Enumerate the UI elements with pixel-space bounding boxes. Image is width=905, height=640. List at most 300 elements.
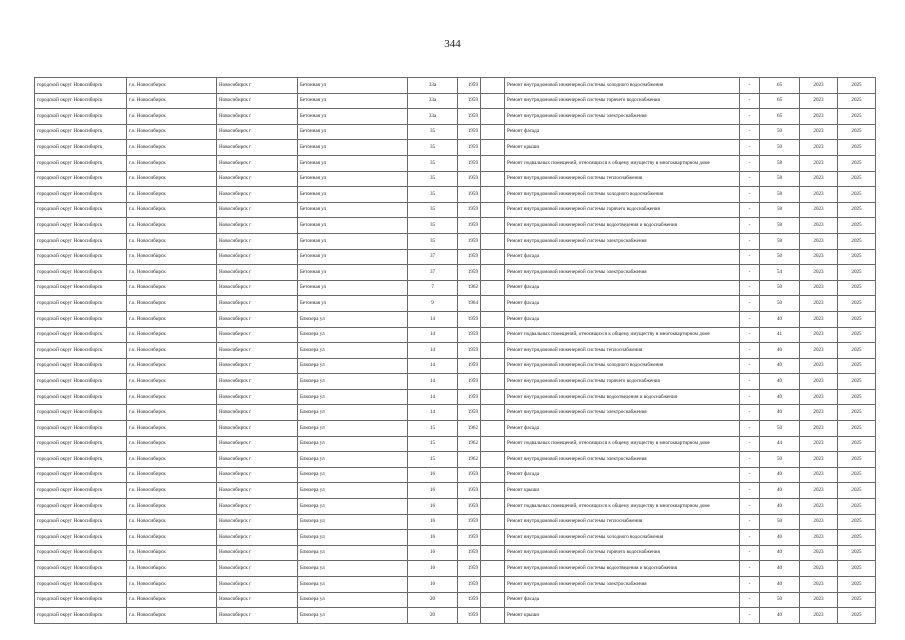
work-type-cell: Ремонт внутридомовой инженерной системы электроснабжения <box>505 109 740 125</box>
build-year-cell: 1959 <box>458 561 481 577</box>
city-cell: Новосибирск г <box>217 421 298 437</box>
house-number-cell: 35 <box>408 233 458 249</box>
district-cell: городской округ Новосибирск <box>35 343 127 359</box>
municipality-cell: г.о. Новосибирск <box>127 265 217 281</box>
end-year-cell: 2025 <box>838 483 876 499</box>
start-year-cell: 2023 <box>800 78 838 94</box>
house-number-cell: 35 <box>408 124 458 140</box>
start-year-cell: 2023 <box>800 124 838 140</box>
work-type-cell: Ремонт фасада <box>505 592 740 608</box>
value-cell: 40 <box>760 545 800 561</box>
start-year-cell: 2023 <box>800 140 838 156</box>
table-row <box>35 327 876 343</box>
house-number-cell: 14 <box>408 405 458 421</box>
value-cell: 65 <box>760 109 800 125</box>
municipality-cell: г.о. Новосибирск <box>127 93 217 109</box>
city-cell: Новосибирск г <box>217 296 298 312</box>
empty-cell <box>481 233 505 249</box>
district-cell: городской округ Новосибирск <box>35 187 127 203</box>
district-cell: городской округ Новосибирск <box>35 265 127 281</box>
city-cell: Новосибирск г <box>217 155 298 171</box>
build-year-cell: 1959 <box>458 358 481 374</box>
work-type-cell: Ремонт внутридомовой инженерной системы холодного водоснабжения <box>505 530 740 546</box>
start-year-cell: 2023 <box>800 311 838 327</box>
build-year-cell: 1959 <box>458 374 481 390</box>
value-cell: 50 <box>760 514 800 530</box>
end-year-cell: 2025 <box>838 545 876 561</box>
district-cell: городской округ Новосибирск <box>35 577 127 593</box>
build-year-cell: 1959 <box>458 140 481 156</box>
house-number-cell: 35 <box>408 202 458 218</box>
table-row <box>35 78 876 94</box>
start-year-cell: 2023 <box>800 436 838 452</box>
city-cell: Новосибирск г <box>217 514 298 530</box>
empty-cell <box>481 296 505 312</box>
empty-cell <box>481 483 505 499</box>
city-cell: Новосибирск г <box>217 265 298 281</box>
build-year-cell: 1959 <box>458 389 481 405</box>
build-year-cell: 1959 <box>458 608 481 624</box>
value-cell: 44 <box>760 436 800 452</box>
value-cell: 58 <box>760 171 800 187</box>
district-cell: городской округ Новосибирск <box>35 452 127 468</box>
street-cell: Блюхера ул <box>298 374 408 390</box>
municipality-cell: г.о. Новосибирск <box>127 343 217 359</box>
cost-cell: - <box>740 109 760 125</box>
cost-cell: - <box>740 93 760 109</box>
street-cell: Бетонная ул <box>298 280 408 296</box>
street-cell: Блюхера ул <box>298 327 408 343</box>
district-cell: городской округ Новосибирск <box>35 608 127 624</box>
build-year-cell: 1959 <box>458 171 481 187</box>
cost-cell: - <box>740 514 760 530</box>
end-year-cell: 2025 <box>838 171 876 187</box>
work-type-cell: Ремонт подвальных помещений, относящихся к общему имуществу в многоквартирном доме <box>505 327 740 343</box>
cost-cell: - <box>740 561 760 577</box>
district-cell: городской округ Новосибирск <box>35 358 127 374</box>
start-year-cell: 2023 <box>800 483 838 499</box>
end-year-cell: 2025 <box>838 249 876 265</box>
table-row <box>35 93 876 109</box>
street-cell: Блюхера ул <box>298 514 408 530</box>
street-cell: Бетонная ул <box>298 202 408 218</box>
empty-cell <box>481 561 505 577</box>
municipality-cell: г.о. Новосибирск <box>127 483 217 499</box>
start-year-cell: 2023 <box>800 358 838 374</box>
end-year-cell: 2025 <box>838 140 876 156</box>
cost-cell: - <box>740 202 760 218</box>
municipality-cell: г.о. Новосибирск <box>127 436 217 452</box>
city-cell: Новосибирск г <box>217 202 298 218</box>
street-cell: Блюхера ул <box>298 343 408 359</box>
work-type-cell: Ремонт фасада <box>505 296 740 312</box>
work-type-cell: Ремонт внутридомовой инженерной системы горячего водоснабжения <box>505 93 740 109</box>
table-row <box>35 233 876 249</box>
end-year-cell: 2025 <box>838 514 876 530</box>
house-number-cell: 7 <box>408 280 458 296</box>
municipality-cell: г.о. Новосибирск <box>127 608 217 624</box>
house-number-cell: 16 <box>408 577 458 593</box>
repair-schedule-table <box>34 77 876 624</box>
street-cell: Бетонная ул <box>298 155 408 171</box>
build-year-cell: 1962 <box>458 280 481 296</box>
work-type-cell: Ремонт фасада <box>505 421 740 437</box>
value-cell: 50 <box>760 296 800 312</box>
city-cell: Новосибирск г <box>217 78 298 94</box>
cost-cell: - <box>740 545 760 561</box>
start-year-cell: 2023 <box>800 109 838 125</box>
municipality-cell: г.о. Новосибирск <box>127 374 217 390</box>
street-cell: Блюхера ул <box>298 577 408 593</box>
district-cell: городской округ Новосибирск <box>35 374 127 390</box>
end-year-cell: 2025 <box>838 577 876 593</box>
start-year-cell: 2023 <box>800 280 838 296</box>
value-cell: 40 <box>760 577 800 593</box>
house-number-cell: 37 <box>408 249 458 265</box>
cost-cell: - <box>740 249 760 265</box>
street-cell: Блюхера ул <box>298 545 408 561</box>
value-cell: 50 <box>760 249 800 265</box>
end-year-cell: 2025 <box>838 436 876 452</box>
empty-cell <box>481 389 505 405</box>
empty-cell <box>481 249 505 265</box>
empty-cell <box>481 280 505 296</box>
municipality-cell: г.о. Новосибирск <box>127 467 217 483</box>
cost-cell: - <box>740 358 760 374</box>
value-cell: 40 <box>760 561 800 577</box>
street-cell: Блюхера ул <box>298 467 408 483</box>
table-row <box>35 561 876 577</box>
cost-cell: - <box>740 327 760 343</box>
empty-cell <box>481 343 505 359</box>
district-cell: городской округ Новосибирск <box>35 483 127 499</box>
end-year-cell: 2025 <box>838 327 876 343</box>
city-cell: Новосибирск г <box>217 499 298 515</box>
house-number-cell: 16 <box>408 514 458 530</box>
end-year-cell: 2025 <box>838 187 876 203</box>
value-cell: 40 <box>760 311 800 327</box>
empty-cell <box>481 140 505 156</box>
build-year-cell: 1959 <box>458 93 481 109</box>
build-year-cell: 1959 <box>458 514 481 530</box>
work-type-cell: Ремонт внутридомовой инженерной системы теплоснабжения <box>505 343 740 359</box>
street-cell: Бетонная ул <box>298 233 408 249</box>
start-year-cell: 2023 <box>800 233 838 249</box>
build-year-cell: 1959 <box>458 343 481 359</box>
start-year-cell: 2023 <box>800 452 838 468</box>
district-cell: городской округ Новосибирск <box>35 592 127 608</box>
house-number-cell: 35 <box>408 171 458 187</box>
district-cell: городской округ Новосибирск <box>35 421 127 437</box>
municipality-cell: г.о. Новосибирск <box>127 358 217 374</box>
cost-cell: - <box>740 436 760 452</box>
start-year-cell: 2023 <box>800 545 838 561</box>
build-year-cell: 1962 <box>458 452 481 468</box>
empty-cell <box>481 452 505 468</box>
street-cell: Блюхера ул <box>298 608 408 624</box>
house-number-cell: 14 <box>408 327 458 343</box>
table-body <box>35 78 876 624</box>
table-row <box>35 155 876 171</box>
municipality-cell: г.о. Новосибирск <box>127 499 217 515</box>
street-cell: Бетонная ул <box>298 265 408 281</box>
cost-cell: - <box>740 155 760 171</box>
empty-cell <box>481 530 505 546</box>
work-type-cell: Ремонт фасада <box>505 467 740 483</box>
start-year-cell: 2023 <box>800 374 838 390</box>
table-row <box>35 608 876 624</box>
district-cell: городской округ Новосибирск <box>35 140 127 156</box>
start-year-cell: 2023 <box>800 499 838 515</box>
table-row <box>35 389 876 405</box>
start-year-cell: 2023 <box>800 187 838 203</box>
municipality-cell: г.о. Новосибирск <box>127 327 217 343</box>
work-type-cell: Ремонт внутридомовой инженерной системы теплоснабжения <box>505 514 740 530</box>
work-type-cell: Ремонт внутридомовой инженерной системы водоотведения и водоснабжения <box>505 389 740 405</box>
table-row <box>35 296 876 312</box>
cost-cell: - <box>740 296 760 312</box>
start-year-cell: 2023 <box>800 608 838 624</box>
end-year-cell: 2025 <box>838 452 876 468</box>
district-cell: городской округ Новосибирск <box>35 311 127 327</box>
cost-cell: - <box>740 343 760 359</box>
end-year-cell: 2025 <box>838 343 876 359</box>
city-cell: Новосибирск г <box>217 545 298 561</box>
empty-cell <box>481 499 505 515</box>
street-cell: Бетонная ул <box>298 124 408 140</box>
city-cell: Новосибирск г <box>217 124 298 140</box>
value-cell: 40 <box>760 499 800 515</box>
value-cell: 65 <box>760 78 800 94</box>
work-type-cell: Ремонт внутридомовой инженерной системы электроснабжения <box>505 405 740 421</box>
house-number-cell: 15 <box>408 436 458 452</box>
build-year-cell: 1959 <box>458 249 481 265</box>
street-cell: Бетонная ул <box>298 187 408 203</box>
empty-cell <box>481 78 505 94</box>
value-cell: 58 <box>760 218 800 234</box>
table-row <box>35 218 876 234</box>
house-number-cell: 14 <box>408 343 458 359</box>
empty-cell <box>481 405 505 421</box>
end-year-cell: 2025 <box>838 296 876 312</box>
municipality-cell: г.о. Новосибирск <box>127 389 217 405</box>
end-year-cell: 2025 <box>838 265 876 281</box>
table-row <box>35 592 876 608</box>
build-year-cell: 1962 <box>458 421 481 437</box>
table-row <box>35 483 876 499</box>
cost-cell: - <box>740 405 760 421</box>
municipality-cell: г.о. Новосибирск <box>127 218 217 234</box>
start-year-cell: 2023 <box>800 218 838 234</box>
city-cell: Новосибирск г <box>217 577 298 593</box>
municipality-cell: г.о. Новосибирск <box>127 140 217 156</box>
table-row <box>35 374 876 390</box>
build-year-cell: 1959 <box>458 577 481 593</box>
district-cell: городской округ Новосибирск <box>35 155 127 171</box>
street-cell: Бетонная ул <box>298 249 408 265</box>
work-type-cell: Ремонт внутридомовой инженерной системы холодного водоснабжения <box>505 358 740 374</box>
street-cell: Бетонная ул <box>298 218 408 234</box>
cost-cell: - <box>740 608 760 624</box>
table-row <box>35 421 876 437</box>
house-number-cell: 16 <box>408 530 458 546</box>
start-year-cell: 2023 <box>800 202 838 218</box>
municipality-cell: г.о. Новосибирск <box>127 124 217 140</box>
end-year-cell: 2025 <box>838 311 876 327</box>
build-year-cell: 1959 <box>458 592 481 608</box>
house-number-cell: 15 <box>408 421 458 437</box>
house-number-cell: 14 <box>408 374 458 390</box>
start-year-cell: 2023 <box>800 155 838 171</box>
empty-cell <box>481 577 505 593</box>
work-type-cell: Ремонт внутридомовой инженерной системы холодного водоснабжения <box>505 78 740 94</box>
end-year-cell: 2025 <box>838 561 876 577</box>
cost-cell: - <box>740 78 760 94</box>
start-year-cell: 2023 <box>800 530 838 546</box>
build-year-cell: 1959 <box>458 155 481 171</box>
empty-cell <box>481 467 505 483</box>
city-cell: Новосибирск г <box>217 467 298 483</box>
city-cell: Новосибирск г <box>217 452 298 468</box>
street-cell: Блюхера ул <box>298 405 408 421</box>
cost-cell: - <box>740 530 760 546</box>
build-year-cell: 1964 <box>458 296 481 312</box>
city-cell: Новосибирск г <box>217 343 298 359</box>
value-cell: 50 <box>760 592 800 608</box>
cost-cell: - <box>740 311 760 327</box>
city-cell: Новосибирск г <box>217 592 298 608</box>
start-year-cell: 2023 <box>800 514 838 530</box>
street-cell: Блюхера ул <box>298 358 408 374</box>
street-cell: Бетонная ул <box>298 78 408 94</box>
empty-cell <box>481 93 505 109</box>
build-year-cell: 1959 <box>458 530 481 546</box>
start-year-cell: 2023 <box>800 389 838 405</box>
value-cell: 40 <box>760 389 800 405</box>
empty-cell <box>481 202 505 218</box>
house-number-cell: 14 <box>408 389 458 405</box>
district-cell: городской округ Новосибирск <box>35 327 127 343</box>
house-number-cell: 35 <box>408 187 458 203</box>
table-row <box>35 577 876 593</box>
build-year-cell: 1959 <box>458 202 481 218</box>
cost-cell: - <box>740 389 760 405</box>
house-number-cell: 20 <box>408 592 458 608</box>
build-year-cell: 1959 <box>458 78 481 94</box>
start-year-cell: 2023 <box>800 343 838 359</box>
city-cell: Новосибирск г <box>217 171 298 187</box>
municipality-cell: г.о. Новосибирск <box>127 592 217 608</box>
start-year-cell: 2023 <box>800 171 838 187</box>
page-number: 344 <box>444 38 461 50</box>
value-cell: 40 <box>760 467 800 483</box>
house-number-cell: 16 <box>408 467 458 483</box>
build-year-cell: 1962 <box>458 436 481 452</box>
district-cell: городской округ Новосибирск <box>35 124 127 140</box>
district-cell: городской округ Новосибирск <box>35 218 127 234</box>
start-year-cell: 2023 <box>800 296 838 312</box>
start-year-cell: 2023 <box>800 249 838 265</box>
municipality-cell: г.о. Новосибирск <box>127 155 217 171</box>
cost-cell: - <box>740 452 760 468</box>
cost-cell: - <box>740 218 760 234</box>
street-cell: Блюхера ул <box>298 421 408 437</box>
value-cell: 40 <box>760 530 800 546</box>
cost-cell: - <box>740 577 760 593</box>
house-number-cell: 9 <box>408 296 458 312</box>
value-cell: 40 <box>760 343 800 359</box>
table-row <box>35 343 876 359</box>
work-type-cell: Ремонт фасада <box>505 280 740 296</box>
table-row <box>35 405 876 421</box>
work-type-cell: Ремонт внутридомовой инженерной системы водоотведения и водоснабжения <box>505 561 740 577</box>
work-type-cell: Ремонт внутридомовой инженерной системы теплоснабжения <box>505 171 740 187</box>
work-type-cell: Ремонт внутридомовой инженерной системы горячего водоснабжения <box>505 374 740 390</box>
start-year-cell: 2023 <box>800 327 838 343</box>
house-number-cell: 16 <box>408 545 458 561</box>
empty-cell <box>481 109 505 125</box>
city-cell: Новосибирск г <box>217 218 298 234</box>
cost-cell: - <box>740 421 760 437</box>
start-year-cell: 2023 <box>800 592 838 608</box>
house-number-cell: 16 <box>408 499 458 515</box>
district-cell: городской округ Новосибирск <box>35 545 127 561</box>
work-type-cell: Ремонт подвальных помещений, относящихся к общему имуществу в многоквартирном доме <box>505 499 740 515</box>
work-type-cell: Ремонт внутридомовой инженерной системы электроснабжения <box>505 577 740 593</box>
district-cell: городской округ Новосибирск <box>35 93 127 109</box>
value-cell: 40 <box>760 483 800 499</box>
street-cell: Блюхера ул <box>298 499 408 515</box>
empty-cell <box>481 311 505 327</box>
work-type-cell: Ремонт подвальных помещений, относящихся к общему имуществу в многоквартирном доме <box>505 436 740 452</box>
house-number-cell: 20 <box>408 608 458 624</box>
end-year-cell: 2025 <box>838 421 876 437</box>
street-cell: Бетонная ул <box>298 140 408 156</box>
municipality-cell: г.о. Новосибирск <box>127 452 217 468</box>
municipality-cell: г.о. Новосибирск <box>127 545 217 561</box>
build-year-cell: 1959 <box>458 187 481 203</box>
end-year-cell: 2025 <box>838 467 876 483</box>
empty-cell <box>481 514 505 530</box>
city-cell: Новосибирск г <box>217 233 298 249</box>
municipality-cell: г.о. Новосибирск <box>127 249 217 265</box>
district-cell: городской округ Новосибирск <box>35 171 127 187</box>
build-year-cell: 1959 <box>458 405 481 421</box>
work-type-cell: Ремонт внутридомовой инженерной системы горячего водоснабжения <box>505 202 740 218</box>
value-cell: 50 <box>760 140 800 156</box>
district-cell: городской округ Новосибирск <box>35 389 127 405</box>
work-type-cell: Ремонт фасада <box>505 311 740 327</box>
municipality-cell: г.о. Новосибирск <box>127 202 217 218</box>
start-year-cell: 2023 <box>800 561 838 577</box>
work-type-cell: Ремонт внутридомовой инженерной системы электроснабжения <box>505 452 740 468</box>
municipality-cell: г.о. Новосибирск <box>127 530 217 546</box>
district-cell: городской округ Новосибирск <box>35 296 127 312</box>
district-cell: городской округ Новосибирск <box>35 436 127 452</box>
cost-cell: - <box>740 499 760 515</box>
district-cell: городской округ Новосибирск <box>35 109 127 125</box>
house-number-cell: 14 <box>408 358 458 374</box>
work-type-cell: Ремонт внутридомовой инженерной системы холодного водоснабжения <box>505 187 740 203</box>
district-cell: городской округ Новосибирск <box>35 249 127 265</box>
city-cell: Новосибирск г <box>217 389 298 405</box>
end-year-cell: 2025 <box>838 358 876 374</box>
table-row <box>35 280 876 296</box>
end-year-cell: 2025 <box>838 124 876 140</box>
start-year-cell: 2023 <box>800 405 838 421</box>
street-cell: Бетонная ул <box>298 171 408 187</box>
value-cell: 58 <box>760 233 800 249</box>
